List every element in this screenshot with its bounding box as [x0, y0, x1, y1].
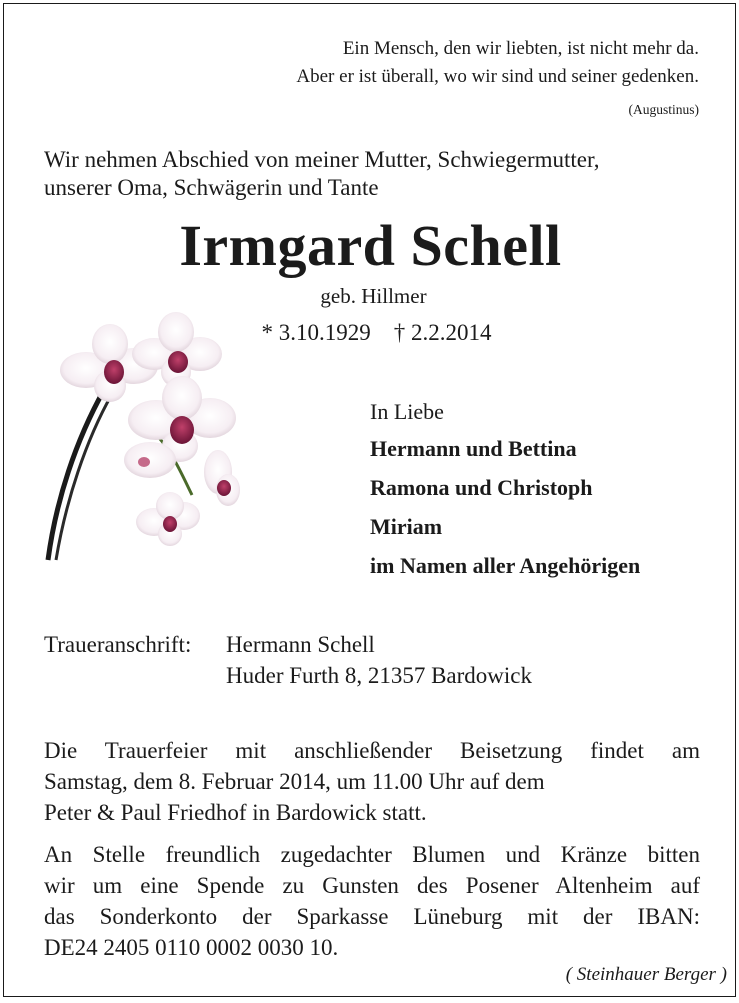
address-name: Hermann Schell [226, 632, 375, 657]
donation-line: wir um eine Spende zu Gunsten des Posener Altenheim auf [44, 873, 700, 898]
mourner-name: Miriam [370, 514, 443, 539]
ceremony-line: Samstag, dem 8. Februar 2014, um 11.00 Uhr auf dem [44, 769, 545, 794]
birth-name: geb. Hillmer [320, 284, 427, 308]
mourner-name: Ramona und Christoph [370, 475, 593, 500]
obituary-notice [3, 3, 736, 997]
donation-line: DE24 2405 0110 0002 0030 10. [44, 935, 339, 960]
undertaker-signature: ( Steinhauer Berger ) [565, 964, 727, 985]
ceremony-paragraph [44, 735, 700, 828]
address-label: Traueranschrift: [44, 632, 192, 657]
mourner-name: im Namen aller Angehörigen [370, 553, 641, 578]
mourner-name: Hermann und Bettina [370, 436, 577, 461]
donation-line: An Stelle freundlich zugedachter Blumen und Kränze bitten [44, 842, 700, 867]
donation-line: das Sonderkonto der Sparkasse Lüneburg mit der IBAN: [44, 904, 700, 929]
intro-line-1: Wir nehmen Abschied von meiner Mutter, Schwiegermutter, [44, 147, 600, 172]
quote-line-1: Ein Mensch, den wir liebten, ist nicht mehr da. [342, 38, 699, 59]
deceased-name: Irmgard Schell [179, 213, 562, 278]
ceremony-line: Peter & Paul Friedhof in Bardowick statt. [44, 800, 427, 825]
donation-paragraph [44, 839, 700, 963]
orchid-image [42, 310, 266, 572]
address-street: Huder Furth 8, 21357 Bardowick [226, 663, 532, 688]
intro-line-2: unserer Oma, Schwägerin und Tante [44, 175, 379, 200]
life-dates: * 3.10.1929 † 2.2.2014 [261, 320, 492, 345]
quote-source: (Augustinus) [628, 102, 699, 117]
quote-line-2: Aber er ist überall, wo wir sind und seiner gedenken. [296, 66, 699, 87]
mourners-heading: In Liebe [370, 399, 444, 424]
ceremony-line: Die Trauerfeier mit anschließender Beisetzung findet am [44, 738, 700, 763]
